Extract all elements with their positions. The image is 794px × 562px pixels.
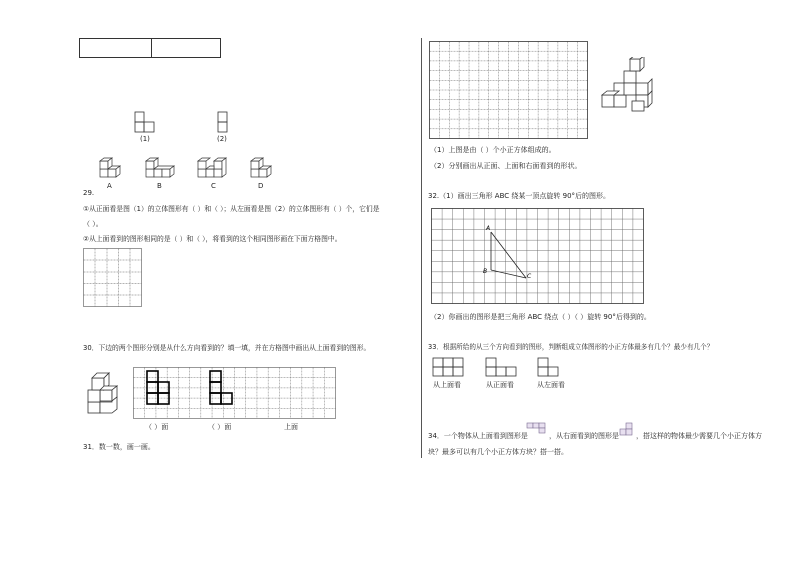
q34-right-shape	[619, 422, 635, 438]
solid-option-b	[144, 157, 178, 181]
point-b-label: B	[483, 268, 488, 275]
score-table	[79, 38, 221, 58]
q30-text: 30．下边的两个图形分别是从什么方向看到的？填一填，并在方格图中画出从上面看到的图形。	[83, 344, 371, 352]
point-c-label: C	[527, 273, 532, 280]
solid-option-d	[249, 155, 273, 181]
q32-grid[interactable]	[431, 208, 645, 305]
option-label-c: C	[211, 182, 216, 190]
view-figure-1	[133, 110, 157, 134]
q34-top-shape	[526, 422, 548, 436]
q32-title: 32.（1）画出三角形 ABC 绕某一顶点旋转 90°后的图形。	[428, 192, 611, 200]
q30-caption-1: （ ）面	[145, 423, 169, 431]
fig-label-2: (2)	[217, 135, 227, 143]
q31-grid[interactable]	[429, 41, 589, 140]
q34-line2: 块？最多可以有几个小正方体方块？搭一搭。	[428, 448, 568, 456]
q33-label-front: 从正面看	[486, 381, 514, 389]
solid-option-c	[196, 155, 232, 181]
q33-text: 33．根据所给的从三个方向看到的图形，判断组成立体图形的小正方体最多有几个？最少有几个？	[428, 343, 714, 351]
q32-line2: （2）你画出的图形是把三角形 ABC 绕点（ ）（ ）旋转 90°后得到的。	[430, 313, 651, 321]
option-label-b: B	[157, 182, 162, 190]
q31-solid	[600, 57, 658, 115]
q31-text: 31．数一数，画一画。	[83, 443, 155, 451]
q31-line1: （1）上图是由（ ）个小正方体组成的。	[430, 146, 556, 154]
option-label-a: A	[107, 182, 112, 190]
q30-caption-2: （ ）面	[208, 423, 232, 431]
q33-label-top: 从上面看	[433, 381, 461, 389]
q33-front-view	[485, 357, 519, 379]
fig-label-1: (1)	[140, 135, 150, 143]
option-label-d: D	[258, 182, 264, 190]
q34-part2: ，从右面看到的图形是	[549, 432, 619, 440]
q29-number: 29.	[83, 189, 95, 197]
view-figure-2	[216, 110, 230, 134]
q33-label-left: 从左面看	[537, 381, 565, 389]
point-a-label: A	[486, 225, 491, 232]
q30-caption-3: 上面	[284, 423, 298, 431]
solid-option-a	[98, 157, 124, 181]
q33-top-view	[432, 357, 466, 379]
q29-line1: ①从正面看是图（1）的立体图形有（ ）和（ ）；从左面看是图（2）的立体图形有（ ）个，它们是	[83, 205, 380, 213]
q29-line3: ②从上面看到的图形相同的是（ ）和（ ），将看到的这个相同图形画在下面方格图中。	[83, 235, 342, 243]
q30-grid[interactable]	[133, 367, 336, 419]
q34-part1: 34．一个物体从上面看到图形是	[428, 432, 528, 440]
q34-part3: ，搭这样的物体最少需要几个小正方体方	[636, 432, 762, 440]
q29-line2: （ ）。	[83, 220, 103, 228]
q31-line2: （2）分别画出从正面、上面和右面看到的形状。	[430, 162, 582, 170]
q29-answer-grid[interactable]	[83, 248, 143, 308]
column-divider	[421, 38, 422, 458]
q30-solid	[84, 368, 124, 418]
q33-left-view	[537, 357, 563, 379]
